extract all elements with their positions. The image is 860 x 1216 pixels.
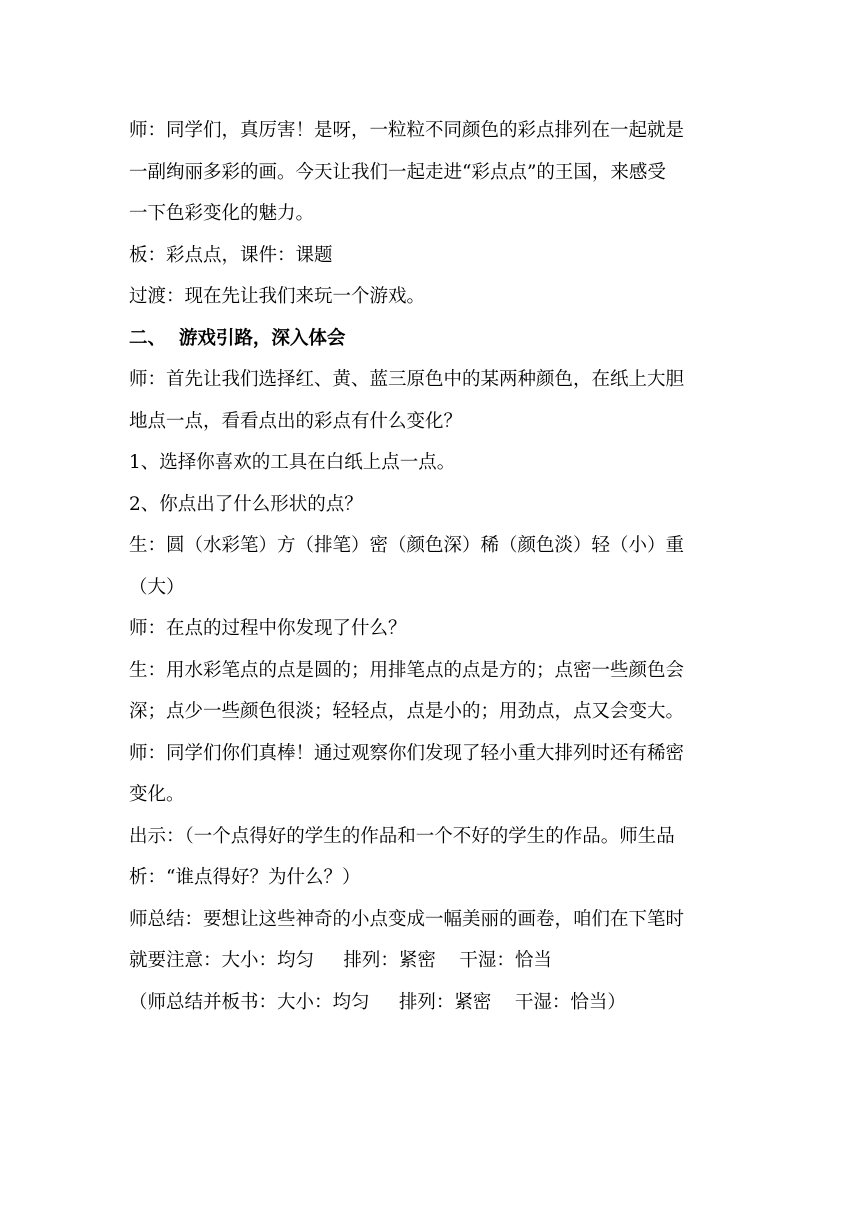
text-line: 变化。 bbox=[129, 784, 185, 805]
text-line: 地点一点，看看点出的彩点有什么变化？ bbox=[129, 410, 463, 432]
text-line: （师总结并板书：大小：均匀 排列：紧密 干湿：恰当） bbox=[129, 991, 626, 1013]
text-line: 板：彩点点，课件：课题 bbox=[129, 244, 333, 266]
text-line: 一副绚丽多彩的画。今天让我们一起走进“彩点点”的王国，来感受 bbox=[129, 161, 666, 183]
text-line: 出示：（一个点得好的学生的作品和一个不好的学生的作品。师生品 bbox=[129, 825, 675, 847]
paragraph bbox=[129, 276, 731, 318]
paragraph bbox=[129, 982, 731, 1024]
text-line: 师：首先让我们选择红、黄、蓝三原色中的某两种颜色，在纸上大胆 bbox=[129, 369, 685, 390]
text-line: 深；点少一些颜色很淡；轻轻点，点是小的；用劲点，点又会变大。 bbox=[129, 701, 685, 722]
paragraph bbox=[129, 525, 731, 608]
text-line: 析：“谁点得好？为什么？） bbox=[129, 867, 361, 888]
text-line: 师总结：要想让这些神奇的小点变成一幅美丽的画卷，咱们在下笔时 bbox=[129, 908, 685, 930]
text-line: 过渡：现在先让我们来玩一个游戏。 bbox=[129, 286, 426, 307]
paragraph bbox=[129, 110, 731, 235]
text-line: 师：在点的过程中你发现了什么？ bbox=[129, 618, 407, 639]
paragraph bbox=[129, 235, 731, 277]
text-line: 就要注意：大小：均匀 排列：紧密 干湿：恰当 bbox=[129, 950, 552, 971]
paragraph bbox=[129, 359, 731, 442]
text-line: 生：圆（水彩笔）方（排笔）密（颜色深）稀（颜色淡）轻（小）重 bbox=[129, 535, 685, 556]
text-line: 一下色彩变化的魅力。 bbox=[129, 203, 315, 224]
paragraph bbox=[129, 733, 731, 816]
text-line: 生：用水彩笔点的点是圆的；用排笔点的点是方的；点密一些颜色会 bbox=[129, 659, 685, 681]
paragraph bbox=[129, 484, 731, 526]
text-line: （大） bbox=[129, 576, 185, 598]
text-line: 1、选择你喜欢的工具在白纸上点一点。 bbox=[129, 452, 456, 473]
paragraph bbox=[129, 650, 731, 733]
paragraph bbox=[129, 816, 731, 899]
document-body bbox=[129, 110, 731, 1023]
section-heading bbox=[129, 318, 731, 360]
paragraph bbox=[129, 608, 731, 650]
text-line: 师：同学们你们真棒！通过观察你们发现了轻小重大排列时还有稀密 bbox=[129, 742, 685, 764]
text-line: 二、 游戏引路，深入体会 bbox=[129, 327, 346, 349]
paragraph bbox=[129, 899, 731, 982]
text-line: 2、你点出了什么形状的点？ bbox=[129, 493, 363, 515]
paragraph bbox=[129, 442, 731, 484]
text-line: 师：同学们，真厉害！是呀，一粒粒不同颜色的彩点排列在一起就是 bbox=[129, 120, 685, 141]
